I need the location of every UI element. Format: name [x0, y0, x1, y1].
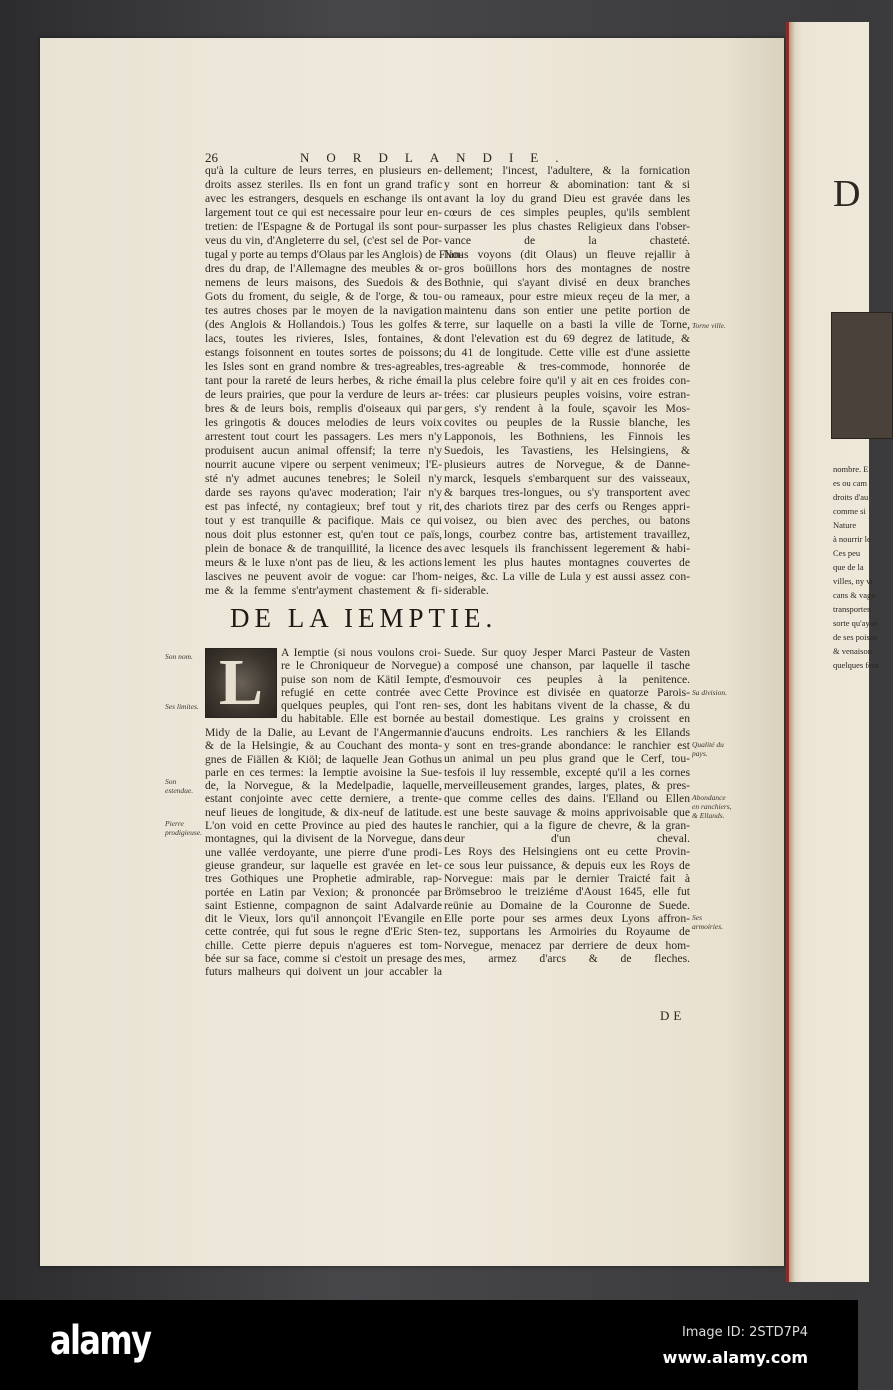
- text-line: reünie au Domaine de la Couronne de Suede.: [444, 898, 690, 912]
- text-line: lement les plus hautes montagnes couvertes de: [444, 556, 690, 569]
- text-line: le ranchier, qui a la figure de chevre, & la gran-: [444, 818, 690, 832]
- text-line: bres & de leurs bois, remplis d'oiseaux qui par: [205, 402, 442, 415]
- text-line: du 41 de longitude. Cette ville est d'une assiette: [444, 346, 690, 359]
- text-line: dit le Vieux, lors qu'il annonçoit l'Evangile en: [205, 912, 442, 926]
- catchword: DE: [660, 1008, 686, 1023]
- facing-fragment: nombre. E: [833, 464, 869, 474]
- text-line: longs, courbez contre bas, artistement travaillez,: [444, 528, 690, 541]
- section-title: DE LA IEMPTIE.: [230, 603, 498, 633]
- text-line: refugié en cette contrée avec: [281, 685, 441, 699]
- text-line: qu'à la culture de leurs terres, en plusieurs en-: [205, 164, 442, 177]
- text-line: cœurs de ces simples peuples, qu'ils semblent: [444, 206, 690, 219]
- text-line: les gringotis & douces melodies de leurs voix: [205, 416, 442, 429]
- text-line: lascives ne peuvent avoir de vogue: car l'hom-: [205, 570, 442, 583]
- facing-fragment: droits d'au: [833, 492, 869, 502]
- facing-dropcap-ornament: [831, 312, 893, 439]
- dropcap-letter: L: [218, 646, 264, 719]
- text-line: covites ou peuples de la Russie blanche, les: [444, 416, 690, 429]
- text-line: estangs foisonnent en toutes sortes de poissons;: [205, 346, 442, 359]
- facing-fragment: Ces peu: [833, 548, 861, 558]
- text-line: quelques peuples, qui l'ont ren-: [281, 699, 441, 713]
- running-title: NORDLANDIE.: [300, 150, 576, 165]
- text-line: & barques tres-longues, ou s'y transportent avec: [444, 486, 690, 499]
- dropcap-ornament: [205, 648, 277, 718]
- text-line: bestail domestique. Les grains y croissent en: [444, 712, 690, 726]
- text-line: droits assez steriles. Ils en font un grand trafic: [205, 178, 442, 191]
- text-line: & de la Helsingie, & au Couchant des monta-: [205, 739, 442, 753]
- text-line: des chariots tirez par des cerfs ou Renges appri-: [444, 500, 690, 513]
- top-left-column: [205, 164, 464, 598]
- watermark-url: www.alamy.com: [662, 1348, 808, 1367]
- text-line: tesfois il luy ressemble, excepté qu'il a les cornes: [444, 765, 690, 779]
- facing-fragment: à nourrir le: [833, 534, 871, 544]
- text-line: Lapponois, les Bothniens, les Finnois les: [444, 430, 690, 443]
- facing-fragment: villes, ny vi: [833, 576, 873, 586]
- section-right-column: [444, 646, 690, 965]
- margin-note-pierre: Pierre prodigieuse.: [165, 819, 203, 837]
- text-line: Midy de la Dalie, au Levant de l'Angermannie: [205, 726, 442, 739]
- facing-fragment: transporten: [833, 604, 872, 614]
- text-line: estant conjointe avec cette derniere, a trente-: [205, 792, 442, 806]
- text-line: une vallée verdoyante, une pierre d'une prodi-: [205, 845, 442, 859]
- text-line: du habitable. Elle est bornée au: [281, 712, 441, 726]
- section-left-column: [205, 726, 442, 979]
- text-line: ce sous leur puissance, & depuis eux les Roys de: [444, 858, 690, 872]
- margin-note-abondance: Abondance en ranchiers, & Ellands.: [692, 793, 732, 820]
- text-line: avec les estrangers, desquels en eschange ils ont: [205, 192, 442, 205]
- text-line: re le Chroniqueur de Norvegue): [281, 659, 441, 673]
- text-line: gers, s'y rendent à la foule, sçavoir les Mos-: [444, 402, 690, 415]
- alamy-logo: alamy: [50, 1318, 151, 1364]
- text-line: maintenu dans son entier une petite portion de: [444, 304, 690, 317]
- text-line: d'aucuns endroits. Les ranchiers & les Ellands: [444, 725, 690, 739]
- facing-fragment: comme si: [833, 506, 866, 516]
- margin-note-armoiries: Ses armoiries.: [692, 913, 724, 931]
- text-line: puise son nom de Kätil Iempte,: [281, 672, 441, 686]
- text-line: Norvegue, menacez par derriere de deux hom-: [444, 938, 690, 952]
- text-line: Norvegue: mais par le dernier Traicté fait à: [444, 872, 690, 886]
- facing-fragment: cans & vagu: [833, 590, 876, 600]
- text-line: sté n'y admet aucunes tenebres; le Soleil n'y: [205, 472, 442, 485]
- text-line: chille. Cette pierre depuis n'agueres est tom-: [205, 938, 442, 952]
- text-line: gieuse grandeur, sur laquelle est gravée en let-: [205, 858, 442, 872]
- text-line: montagnes, qui la divisent de la Norvegue, dans: [205, 832, 442, 846]
- text-line: gnes de Fiällen & Kiöl; de laquelle Jean Gothus: [205, 752, 442, 766]
- text-line: la plus celebre foire qu'il y ait en ces froides con-: [444, 374, 690, 387]
- text-line: marck, lesquels s'embarquent sur des vaisseaux,: [444, 472, 690, 485]
- text-line: portée en Latin par Vexion; & prononcée par: [205, 885, 442, 899]
- text-line: A Iemptie (si nous voulons croi-: [281, 646, 441, 659]
- text-line: dellement; l'incest, l'adultere, & la fornication: [444, 164, 690, 177]
- text-line: a composé une chanson, par laquelle il tasche: [444, 659, 690, 673]
- text-line: tres-agreable & tres-commode, honnorée de: [444, 360, 690, 373]
- facing-fragment: de ses poisso: [833, 632, 878, 642]
- text-line: futurs malheurs qui doivent un jour accabler la: [205, 965, 442, 979]
- text-line: terre, sur laquelle on a basti la ville de Torne,: [444, 318, 690, 331]
- text-line: surpasser les plus chastes Religieux dans l'obser-: [444, 220, 690, 233]
- text-line: Elle porte pour ses armes deux Lyons affron-: [444, 911, 690, 925]
- text-line: saint Estienne, compagnon de saint Adalvarde: [205, 898, 442, 912]
- text-line: vance de la chasteté.: [444, 234, 690, 247]
- text-line: nous doit plus estonner est, qu'en tout ce païs,: [205, 528, 442, 541]
- text-line: bée sur sa face, comme si c'estoit un presage des: [205, 952, 442, 966]
- margin-note-division: Sa division.: [692, 688, 727, 697]
- text-line: Gots du froment, du seigle, & de l'orge, & tou-: [205, 290, 442, 303]
- text-line: Bothnie, qui s'ayant divisé en deux branches: [444, 276, 690, 289]
- text-line: neiges, &c. La ville de Lula y est aussi assez con-: [444, 570, 690, 583]
- text-line: L'on void en cette Province au pied des hautes: [205, 819, 442, 833]
- text-line: tretien: de l'Espagne & de Portugal ils sont pour-: [205, 220, 442, 233]
- text-line: (des Anglois & Hollandois.) Tous les golfes &: [205, 318, 442, 331]
- text-line: dont l'elevation est du 69 degrez de latitude, &: [444, 332, 690, 345]
- text-line: mes, armez d'arcs & de fleches.: [444, 951, 690, 965]
- facing-fragment: quelques fem: [833, 660, 879, 670]
- text-line: dres du drap, de l'Allemagne des meubles & or-: [205, 262, 442, 275]
- text-line: voisez, ou bien avec des perches, ou batons: [444, 514, 690, 527]
- facing-fragment: que de la: [833, 562, 864, 572]
- margin-note-limites: Ses limites.: [165, 702, 199, 711]
- text-line: cette contrée, qui fut sous le regne d'Eric Sten-: [205, 925, 442, 939]
- text-line: siderable.: [444, 584, 489, 597]
- facing-fragment: & venaison: [833, 646, 872, 656]
- text-line: de, la Norvegue, & la Medelpadie, laquelle,: [205, 779, 442, 793]
- text-line: deur d'un cheval.: [444, 832, 690, 846]
- text-line: tant pour la rareté de leurs herbes, & riche émail: [205, 374, 442, 387]
- text-line: y sont en horreur & abomination: tant & si: [444, 178, 690, 191]
- text-line: est une beste sauvage & moins apprivoisable que: [444, 805, 690, 819]
- margin-note-nom: Son nom.: [165, 652, 193, 661]
- facing-text-fragments: [833, 462, 879, 672]
- text-line: avec lesquels ils franchissent legerement & habi-: [444, 542, 690, 555]
- text-line: plusieurs autres de Norvegue, & de Danne-: [444, 458, 690, 471]
- section-left-dropcap-lines: [281, 646, 441, 726]
- text-line: avant la loy du grand Dieu est gravée dans les: [444, 192, 690, 205]
- text-line: Les Roys des Helsingiens ont eu cette Provin-: [444, 845, 690, 859]
- text-line: arrestent tout court les passagers. Les mers n'y: [205, 430, 442, 443]
- text-line: ses, dont les habitans vivent de la chasse, & du: [444, 699, 690, 713]
- text-line: nemens de leurs maisons, des Suedois & des: [205, 276, 442, 289]
- text-line: tugal y porte au temps d'Olaus par les Anglois) de Flan-: [205, 248, 464, 261]
- text-line: Nous voyons (dit Olaus) un fleuve rejallir à: [444, 248, 690, 261]
- top-right-column: [444, 164, 690, 598]
- margin-note-torne: Torne ville.: [692, 321, 726, 330]
- text-line: tres Gothiques une Prophetie admirable, rap-: [205, 872, 442, 886]
- text-line: largement tout ce qui est necessaire pour leur en-: [205, 206, 442, 219]
- text-line: que comme celles des dains. l'Elland ou Ellen: [444, 792, 690, 806]
- text-line: Brömsebroo le treiziéme d'Aoust 1645, elle fut: [444, 885, 690, 899]
- text-line: veus du vin, d'Angleterre du sel, (c'est sel de Por-: [205, 234, 442, 247]
- image-id: Image ID: 2STD7P4: [681, 1325, 808, 1340]
- facing-fragment: es ou cam: [833, 478, 867, 488]
- text-line: tez, supportans les Armoiries du Royaume de: [444, 925, 690, 939]
- text-line: trées: car plusieurs peuples voisins, voire estran-: [444, 388, 690, 401]
- facing-fragment: Nature: [833, 520, 857, 530]
- text-line: Suedois, les Tavastiens, les Helsingiens, &: [444, 444, 690, 457]
- text-line: produisent aucun animal offensif; la terre n'y: [205, 444, 442, 457]
- facing-page: [786, 22, 879, 1282]
- facing-fragment: sorte qu'ayan: [833, 618, 878, 628]
- text-line: meurs & le luxe n'ont pas de lieu, & les actions: [205, 556, 442, 569]
- margin-note-qualite: Qualité du pays.: [692, 740, 724, 758]
- text-line: y sont en tres-grande abondance: le ranchier est: [444, 739, 690, 753]
- text-line: me & la femme s'entr'ayment chastement & fi-: [205, 584, 442, 597]
- text-line: d'esmouvoir ces peuples à la penitence.: [444, 672, 690, 686]
- text-line: gros boüillons hors des montagnes de nostre: [444, 262, 690, 275]
- text-line: lacs, toutes les rivieres, Isles, fontaines, &: [205, 332, 442, 345]
- text-line: tout y est tranquille & pacifique. Mais ce qui: [205, 514, 442, 527]
- text-line: est pas infecté, ny contagieux; bref tout y rit,: [205, 500, 442, 513]
- text-line: darde ses rayons qu'avec moderation; l'air n'y: [205, 486, 442, 499]
- text-line: nourrit aucune vipere ou serpent venimeux; l'E-: [205, 458, 442, 471]
- facing-heading-letter: D: [833, 173, 861, 215]
- text-line: ou rameaux, pour estre mieux reçeu de la mer, a: [444, 290, 690, 303]
- text-line: un animal un peu plus grand que le Cerf, tou-: [444, 752, 690, 766]
- text-line: les Isles sont en grand nombre & tres-agreables,: [205, 360, 442, 373]
- text-line: tes autres choses par le moyen de la navigation: [205, 304, 442, 317]
- text-line: plein de bonace & de tranquillité, la licence des: [205, 542, 442, 555]
- text-line: neuf lieues de longitude, & dix-neuf de latitude.: [205, 805, 442, 819]
- margin-note-estendue: Son estendue.: [165, 777, 194, 795]
- page-number: 26: [205, 150, 218, 165]
- text-line: merveilleusement grandes, larges, plates, & pres-: [444, 778, 690, 792]
- text-line: de leurs prairies, que pour la verdure de leurs ar-: [205, 388, 442, 401]
- text-line: parle en ces termes: la Iemptie avoisine la Sue-: [205, 765, 442, 779]
- text-line: Cette Province est divisée en quatorze Parois-: [444, 685, 690, 699]
- text-line: Suede. Sur quoy Jesper Marci Pasteur de Vasten: [444, 646, 690, 659]
